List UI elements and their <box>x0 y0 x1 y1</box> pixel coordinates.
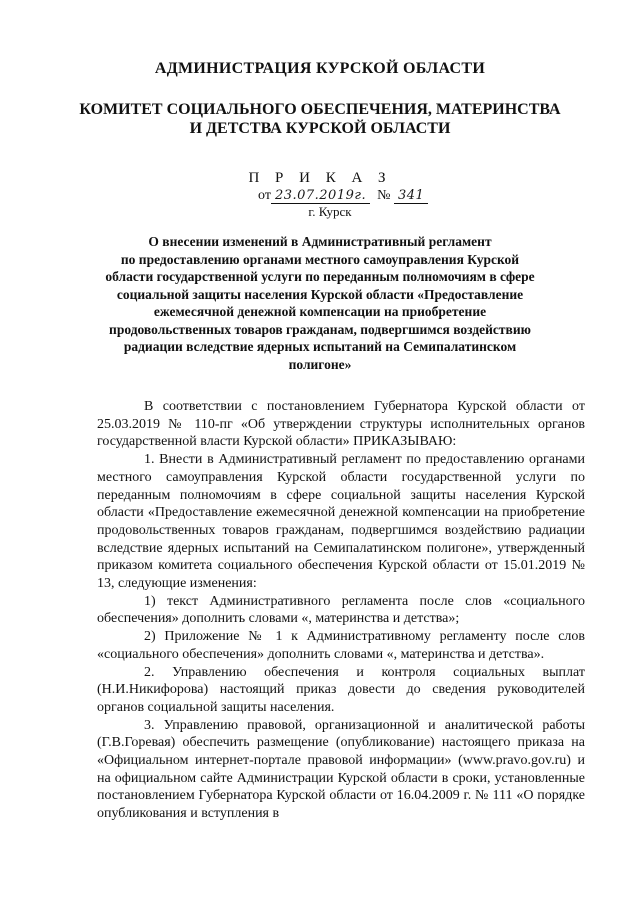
subject-line: продовольственных товаров гражданам, подвергшимся воздействию <box>109 321 531 337</box>
order-title: П Р И К А З <box>248 170 392 186</box>
order-body <box>97 398 585 823</box>
subject-line: области государственной услуги по переданным полномочиям в сфере <box>105 269 535 284</box>
body-paragraph: 2) Приложение № 1 к Административному регламенту после слов «социального обеспечения» дополнить словами «, материнства и детства». <box>97 629 585 662</box>
order-date-number-line <box>258 188 428 204</box>
handwritten-date: 23.07.2019г. <box>271 188 370 204</box>
body-paragraph: В соответствии с постановлением Губернатора Курской области от 25.03.2019 № 110-пг «Об утверждении структуры исполнительных органов государственной власти Курской области» ПРИКАЗЫВАЮ: <box>97 399 585 450</box>
body-paragraph: 1. Внести в Административный регламент по предоставлению органами местного самоуправления Курской области государственной услуги по переданным полномочиям в сфере социальной защиты населения Курской области «Предоставление ежемесячной денежной компенсации на приобретение продовольственных товаров гражданам, подвергшимся воздействию радиации вследствие ядерных испытаний на Семипалатинском полигоне», утвержденный приказом комитета социального обеспечения Курской области от 15.01.2019 № 13, следующие изменения: <box>97 452 585 592</box>
number-label: № <box>377 188 391 203</box>
committee-heading-line1: КОМИТЕТ СОЦИАЛЬНОГО ОБЕСПЕЧЕНИЯ, МАТЕРИНСТВА <box>79 101 561 118</box>
committee-heading <box>60 100 580 138</box>
subject-line: О внесении изменений в Административный регламент <box>148 234 492 249</box>
body-paragraph: 2. Управлению обеспечения и контроля социальных выплат (Н.И.Никифорова) настоящий приказ довести до сведения руководителей органов социальной защиты населения. <box>97 664 585 715</box>
body-paragraph: 3. Управлению правовой, организационной и аналитической работы (Г.В.Горевая) обеспечить размещение (опубликование) настоящего приказа на «Официальном интернет-портале правовой информации» (www.pravo.gov.ru) и на официальном сайте Администрации Курской области в сроки, установленные постановлением Губернатора Курской области от 16.04.2009 г. № 111 «О порядке опубликования и вступления в <box>97 717 585 822</box>
date-from-label: от <box>258 188 271 203</box>
committee-heading-line2: И ДЕТСТВА КУРСКОЙ ОБЛАСТИ <box>189 120 451 137</box>
city-label: г. Курск <box>308 204 352 219</box>
handwritten-number: 341 <box>394 188 428 204</box>
subject-line: ежемесячной денежной компенсации на приобретение <box>153 304 487 319</box>
body-paragraph: 1) текст Административного регламента после слов «социального обеспечения» дополнить словами «, материнства и детства»; <box>97 593 585 627</box>
order-subject <box>70 233 570 373</box>
subject-line: полигоне» <box>288 356 352 372</box>
administration-heading: АДМИНИСТРАЦИЯ КУРСКОЙ ОБЛАСТИ <box>154 60 486 77</box>
subject-line: социальной защиты населения Курской области «Предоставление <box>116 286 524 302</box>
subject-line: по предоставлению органами местного самоуправления Курской <box>120 251 520 267</box>
subject-line: радиации вследствие ядерных испытаний на Семипалатинском <box>123 339 517 354</box>
